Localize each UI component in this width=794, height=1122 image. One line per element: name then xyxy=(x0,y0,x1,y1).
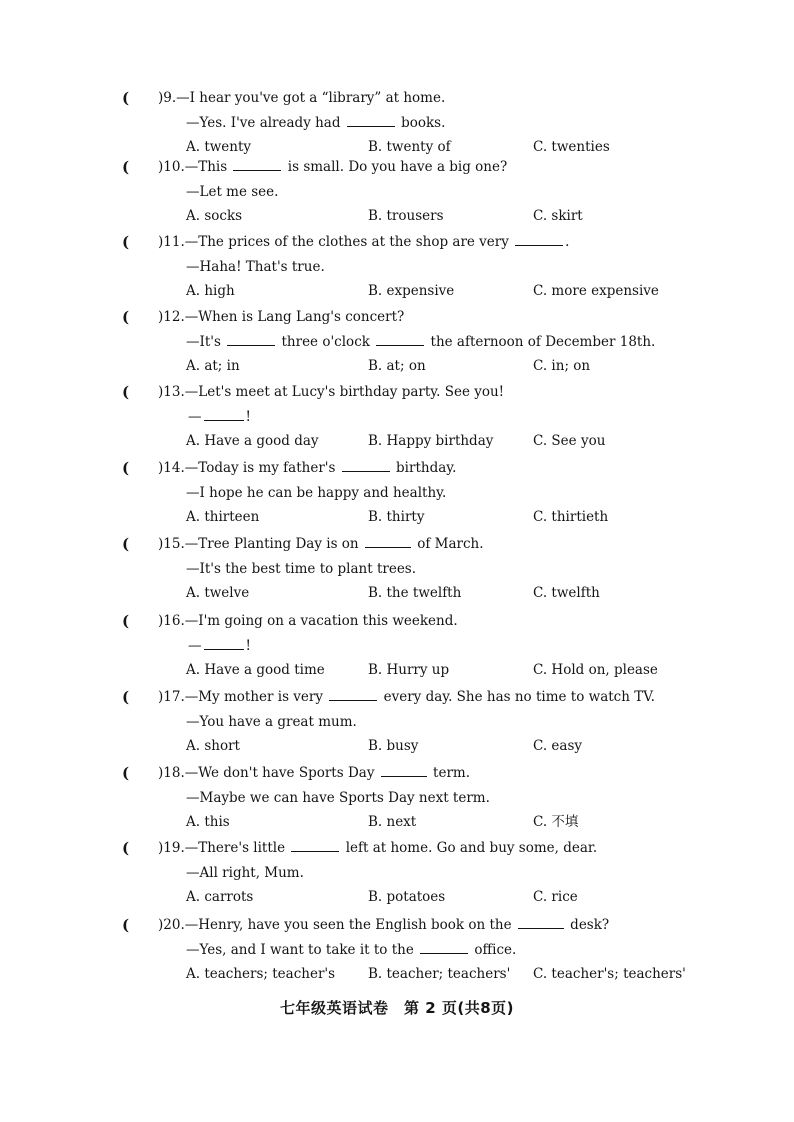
option-b: B. expensive xyxy=(368,283,455,299)
option-c: C. 不填 xyxy=(533,814,579,830)
reply-text: —Yes. I've already had books. xyxy=(186,115,446,131)
answer-blank xyxy=(381,764,427,777)
reply-text: —Yes, and I want to take it to the office. xyxy=(186,942,517,958)
answer-paren: ( xyxy=(122,459,130,477)
answer-blank xyxy=(291,839,339,852)
answer-blank xyxy=(227,333,275,346)
answer-blank xyxy=(342,459,390,472)
question-text: )15.—Tree Planting Day is on of March. xyxy=(158,536,484,552)
question-text: )16.—I'm going on a vacation this weekend. xyxy=(158,613,458,629)
reply-text: —You have a great mum. xyxy=(186,714,357,730)
option-a: A. teachers; teacher's xyxy=(186,966,336,982)
answer-blank xyxy=(233,158,281,171)
answer-paren: ( xyxy=(122,158,130,176)
option-c: C. teacher's; teachers' xyxy=(533,966,686,982)
question-text: )14.—Today is my father's birthday. xyxy=(158,460,457,476)
answer-paren: ( xyxy=(122,688,130,706)
option-b: B. potatoes xyxy=(368,889,446,905)
answer-blank xyxy=(515,233,563,246)
question-text: )10.—This is small. Do you have a big one? xyxy=(158,159,508,175)
option-a: A. Have a good time xyxy=(186,662,325,678)
question-text: )17.—My mother is very every day. She has no time to watch TV. xyxy=(158,689,655,705)
question-text: )9.—I hear you've got a “library” at home. xyxy=(158,90,446,106)
question-text: )19.—There's little left at home. Go and buy some, dear. xyxy=(158,840,598,856)
reply-text: —It's the best time to plant trees. xyxy=(186,561,417,577)
option-c: C. rice xyxy=(533,889,578,905)
option-b: B. Happy birthday xyxy=(368,433,494,449)
reply-text: —Maybe we can have Sports Day next term. xyxy=(186,790,490,806)
reply-text: —I hope he can be happy and healthy. xyxy=(186,485,447,501)
answer-paren: ( xyxy=(122,308,130,326)
option-c: C. twenties xyxy=(533,139,610,155)
option-b: B. busy xyxy=(368,738,419,754)
option-a: A. twenty xyxy=(186,139,252,155)
answer-paren: ( xyxy=(122,383,130,401)
option-a: A. twelve xyxy=(186,585,250,601)
reply-text: —Haha! That's true. xyxy=(186,259,325,275)
option-c: C. twelfth xyxy=(533,585,600,601)
question-text: )11.—The prices of the clothes at the shop are very . xyxy=(158,234,570,250)
option-c: C. in; on xyxy=(533,358,591,374)
answer-paren: ( xyxy=(122,916,130,934)
reply-text: —Let me see. xyxy=(186,184,279,200)
option-b: B. at; on xyxy=(368,358,426,374)
option-b: B. teacher; teachers' xyxy=(368,966,511,982)
option-b: B. Hurry up xyxy=(368,662,450,678)
answer-blank xyxy=(518,916,564,929)
answer-paren: ( xyxy=(122,535,130,553)
option-c: C. skirt xyxy=(533,208,583,224)
answer-blank xyxy=(365,535,411,548)
reply-text: — ! xyxy=(188,638,251,654)
option-a: A. thirteen xyxy=(186,509,260,525)
option-c: C. Hold on, please xyxy=(533,662,658,678)
question-text: )18.—We don't have Sports Day term. xyxy=(158,765,471,781)
option-a: A. short xyxy=(186,738,240,754)
answer-blank xyxy=(347,114,395,127)
question-text: )12.—When is Lang Lang's concert? xyxy=(158,309,405,325)
option-b: B. trousers xyxy=(368,208,444,224)
question-text: )13.—Let's meet at Lucy's birthday party. See you! xyxy=(158,384,505,400)
option-b: B. the twelfth xyxy=(368,585,462,601)
option-a: A. at; in xyxy=(186,358,240,374)
option-c: C. See you xyxy=(533,433,606,449)
reply-text: — ! xyxy=(188,409,251,425)
answer-blank xyxy=(420,941,468,954)
question-text: )20.—Henry, have you seen the English book on the desk? xyxy=(158,917,610,933)
option-a: A. socks xyxy=(186,208,243,224)
option-a: A. high xyxy=(186,283,235,299)
option-a: A. carrots xyxy=(186,889,254,905)
reply-text: —It's three o'clock the afternoon of December 18th. xyxy=(186,334,656,350)
option-c: C. thirtieth xyxy=(533,509,609,525)
option-b: B. twenty of xyxy=(368,139,451,155)
option-a: A. this xyxy=(186,814,230,830)
answer-blank xyxy=(204,408,244,421)
option-a: A. Have a good day xyxy=(186,433,319,449)
option-b: B. thirty xyxy=(368,509,425,525)
option-b: B. next xyxy=(368,814,417,830)
answer-paren: ( xyxy=(122,764,130,782)
page-footer: 七年级英语试卷 第 2 页(共8页) xyxy=(279,999,515,1017)
answer-paren: ( xyxy=(122,233,130,251)
answer-blank xyxy=(204,637,244,650)
answer-blank xyxy=(376,333,424,346)
option-c: C. easy xyxy=(533,738,583,754)
answer-paren: ( xyxy=(122,612,130,630)
answer-paren: ( xyxy=(122,89,130,107)
option-c: C. more expensive xyxy=(533,283,659,299)
answer-paren: ( xyxy=(122,839,130,857)
reply-text: —All right, Mum. xyxy=(186,865,304,881)
answer-blank xyxy=(329,688,377,701)
